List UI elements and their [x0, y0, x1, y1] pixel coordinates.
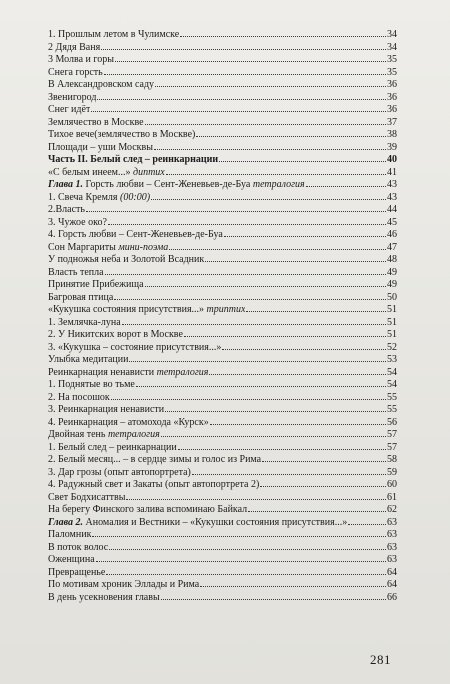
toc-entry-title	[48, 154, 218, 167]
toc-entry-title	[48, 367, 208, 380]
toc-entry-page: 52	[387, 341, 397, 353]
toc-dot-leader	[161, 436, 386, 437]
toc-entry	[48, 392, 397, 405]
toc-entry	[48, 517, 397, 530]
toc-dot-leader	[151, 199, 386, 200]
toc-entry-title	[48, 504, 247, 517]
toc-entry-text-segment: Глава 2.	[48, 516, 84, 528]
toc-entry-title	[48, 217, 107, 230]
toc-dot-leader	[129, 361, 386, 362]
toc-entry-text-segment: Багровая птица	[48, 291, 114, 303]
toc-entry-page: 53	[387, 354, 397, 365]
toc-entry	[48, 504, 397, 517]
toc-dot-leader	[224, 236, 386, 237]
toc-dot-leader	[248, 511, 386, 512]
toc-entry	[48, 429, 397, 442]
toc-entry-page: 61	[387, 491, 397, 503]
toc-entry-text-segment: По мотивам хроник Эллады и Рима	[48, 579, 200, 590]
toc-dot-leader	[126, 499, 386, 500]
toc-entry	[48, 179, 397, 192]
toc-entry-text-segment: 1. Белый след – реинкарнации	[48, 441, 177, 453]
toc-entry-title	[48, 242, 168, 255]
toc-entry-page: 57	[387, 441, 397, 453]
toc-entry-page: 37	[387, 116, 397, 128]
toc-entry-text-segment: Площади – уши Москвы	[48, 141, 153, 153]
toc-dot-leader	[200, 586, 386, 587]
toc-entry	[48, 554, 397, 567]
toc-entry-text-segment: Оженщина	[48, 554, 95, 565]
toc-entry-text-segment: 4. Реинкарнация – атомохода «Курск»	[48, 416, 209, 428]
toc-entry-page: 43	[387, 179, 397, 190]
toc-entry-title	[48, 592, 160, 605]
toc-entry-page: 64	[387, 579, 397, 590]
toc-entry	[48, 267, 397, 280]
toc-entry-text-segment: 2.Власть	[48, 204, 85, 215]
toc-entry-page: 54	[387, 379, 397, 390]
toc-entry	[48, 454, 397, 467]
toc-entry	[48, 442, 397, 455]
toc-entry-page: 44	[387, 204, 397, 215]
toc-entry-text-segment: 3. Дар грозы (опыт автопортрета)	[48, 466, 191, 478]
toc-entry-text-segment: Снег идёт	[48, 104, 91, 115]
toc-entry	[48, 317, 397, 330]
toc-entry-title	[48, 92, 96, 105]
toc-entry	[48, 542, 397, 555]
toc-dot-leader	[92, 536, 386, 537]
toc-entry-text-segment: Власть тепла	[48, 266, 104, 278]
toc-entry-text-segment: тетралогия	[107, 429, 160, 440]
toc-entry-title	[48, 304, 245, 317]
toc-dot-leader	[169, 249, 386, 250]
toc-entry-text-segment: (00:00)	[120, 191, 151, 203]
toc-entry-page: 58	[387, 454, 397, 465]
toc-entry-text-segment: Улыбка медитации	[48, 354, 129, 365]
toc-entry-title	[48, 529, 91, 542]
toc-dot-leader	[222, 349, 386, 350]
toc-dot-leader	[205, 261, 386, 262]
toc-entry	[48, 304, 397, 317]
toc-entry-text-segment: Часть II. Белый след – реинкарнации	[48, 154, 219, 165]
toc-dot-leader	[219, 161, 386, 162]
toc-entry-text-segment: В Александровском саду	[48, 79, 155, 90]
toc-entry-text-segment: Сон Маргариты	[48, 241, 119, 253]
toc-entry-text-segment: В поток волос	[48, 541, 109, 553]
toc-dot-leader	[166, 174, 386, 175]
toc-entry-text-segment: 1. Прошлым летом в Чулимске	[48, 29, 180, 40]
toc-entry-title	[48, 579, 199, 592]
toc-entry-text-segment: Свет Бодхисаттвы	[48, 491, 126, 503]
toc-entry-text-segment: 1. Свеча Кремля	[48, 191, 121, 203]
toc-entry-text-segment: 2 Дядя Ваня	[48, 41, 101, 53]
toc-entry-title	[48, 229, 223, 242]
toc-entry-page: 54	[387, 366, 397, 378]
toc-entry-title	[48, 467, 191, 480]
toc-entry-text-segment: 3. Чужое око?	[48, 216, 107, 228]
toc-entry-page: 47	[387, 241, 397, 253]
toc-entry-page: 51	[387, 316, 397, 328]
toc-entry-title	[48, 317, 121, 330]
toc-entry-text-segment: Землячество в Москве	[48, 116, 144, 128]
toc-dot-leader	[115, 61, 386, 62]
toc-entry-title	[48, 454, 261, 467]
toc-entry	[48, 279, 397, 292]
toc-entry	[48, 529, 397, 542]
toc-entry-title	[48, 29, 179, 42]
toc-entry-text-segment: Тихое вече(землячество в Москве)	[48, 129, 196, 140]
toc-dot-leader	[91, 111, 386, 112]
toc-entry-title	[48, 567, 105, 580]
toc-entry-text-segment: 1. Поднятые во тьме	[48, 379, 135, 390]
toc-entry-text-segment: «С белым инеем...»	[48, 166, 134, 178]
toc-entry-page: 46	[387, 229, 397, 240]
toc-entry	[48, 229, 397, 242]
toc-entry-title	[48, 254, 204, 267]
toc-entry	[48, 92, 397, 105]
toc-entry	[48, 117, 397, 130]
toc-entry-page: 50	[387, 291, 397, 303]
toc-entry-page: 55	[387, 391, 397, 403]
toc-entry-text-segment: На берегу Финского залива вспоминаю Байкал	[48, 504, 248, 515]
toc-dot-leader	[184, 336, 386, 337]
toc-entry-title	[48, 279, 144, 292]
toc-entry-text-segment: Горсть любви – Сент-Женевьев-де-Буа	[83, 179, 253, 190]
toc-dot-leader	[196, 136, 386, 137]
toc-dot-leader	[122, 324, 386, 325]
toc-entry-title	[48, 342, 221, 355]
toc-dot-leader	[154, 149, 386, 150]
toc-entry-text-segment: 4. Радужный свет и Закаты (опыт автопортрета 2)	[48, 479, 260, 490]
toc-entry	[48, 29, 397, 42]
toc-entry-title	[48, 117, 144, 130]
toc-entry-title	[48, 542, 108, 555]
toc-entry-text-segment: 3. «Кукушка – состояние присутствия...»	[48, 341, 222, 353]
toc-entry-title	[48, 442, 177, 455]
toc-entry-page: 64	[387, 566, 397, 578]
toc-entry-title	[48, 167, 165, 180]
toc-entry-page: 48	[387, 254, 397, 265]
toc-entry-text-segment: 2. Белый месяц... – в сердце зимы и голос из Рима	[48, 454, 262, 465]
toc-entry-title	[48, 554, 95, 567]
toc-entry-text-segment: Глава 1.	[48, 179, 84, 190]
toc-entry	[48, 192, 397, 205]
toc-entry-title	[48, 379, 135, 392]
toc-entry	[48, 492, 397, 505]
table-of-contents	[48, 29, 397, 604]
toc-entry-text-segment: Реинкарнация ненависти	[48, 366, 157, 378]
toc-entry-page: 36	[387, 79, 397, 90]
toc-entry-page: 36	[387, 91, 397, 103]
toc-entry-text-segment: триптих	[206, 304, 246, 315]
toc-entry-page: 60	[387, 479, 397, 490]
toc-entry-page: 63	[387, 541, 397, 553]
toc-entry-title	[48, 104, 90, 117]
toc-entry	[48, 254, 397, 267]
toc-entry-title	[48, 417, 209, 430]
toc-entry-title	[48, 479, 259, 492]
toc-entry-text-segment: 2. У Никитских ворот в Москве	[48, 329, 183, 340]
toc-entry-title	[48, 204, 85, 217]
toc-entry-page: 59	[387, 466, 397, 478]
toc-entry	[48, 242, 397, 255]
toc-entry-text-segment: мини-поэма	[118, 241, 169, 253]
toc-entry-page: 55	[387, 404, 397, 415]
toc-entry-text-segment: тетралогия	[156, 366, 209, 378]
toc-dot-leader	[111, 399, 386, 400]
page-number: 281	[370, 652, 391, 667]
toc-entry	[48, 342, 397, 355]
toc-entry	[48, 154, 397, 167]
toc-dot-leader	[145, 286, 386, 287]
toc-entry-page: 45	[387, 216, 397, 228]
toc-dot-leader	[260, 486, 386, 487]
toc-entry	[48, 167, 397, 180]
toc-entry	[48, 404, 397, 417]
toc-dot-leader	[348, 524, 386, 525]
toc-dot-leader	[136, 386, 386, 387]
toc-entry-title	[48, 404, 164, 417]
toc-entry	[48, 292, 397, 305]
toc-dot-leader	[106, 574, 386, 575]
toc-dot-leader	[104, 74, 386, 75]
toc-dot-leader	[97, 99, 386, 100]
toc-entry-title	[48, 67, 103, 80]
toc-entry-text-segment: В день усекновения главы	[48, 591, 160, 603]
toc-entry-page: 51	[387, 329, 397, 340]
toc-entry-page: 57	[387, 429, 397, 440]
toc-entry-page: 56	[387, 416, 397, 428]
toc-dot-leader	[262, 461, 386, 462]
toc-entry-page: 39	[387, 141, 397, 153]
toc-entry	[48, 204, 397, 217]
toc-entry	[48, 579, 397, 592]
toc-dot-leader	[246, 311, 386, 312]
toc-dot-leader	[161, 599, 386, 600]
toc-dot-leader	[210, 424, 386, 425]
toc-entry	[48, 379, 397, 392]
toc-dot-leader	[105, 274, 386, 275]
toc-entry-page: 66	[387, 591, 397, 603]
toc-entry	[48, 354, 397, 367]
toc-entry	[48, 42, 397, 55]
toc-entry-text-segment: Аномалия и Вестники – «Кукушки состояния присутствия...»	[83, 516, 348, 528]
toc-dot-leader	[86, 211, 386, 212]
toc-entry-title	[48, 267, 104, 280]
toc-dot-leader	[109, 549, 386, 550]
toc-dot-leader	[96, 561, 386, 562]
toc-dot-leader	[108, 224, 386, 225]
toc-entry	[48, 567, 397, 580]
toc-entry-title	[48, 392, 110, 405]
toc-entry-text-segment: Паломник	[48, 529, 92, 540]
toc-entry-text-segment: У подножья неба и Золотой Всадник	[48, 254, 205, 265]
toc-entry-page: 49	[387, 279, 397, 290]
toc-entry-title	[48, 354, 128, 367]
toc-entry-page: 34	[387, 41, 397, 53]
toc-entry-title	[48, 179, 305, 192]
toc-entry	[48, 104, 397, 117]
toc-entry-text-segment: Превращенье	[48, 566, 106, 578]
toc-entry-page: 63	[387, 529, 397, 540]
toc-dot-leader	[155, 86, 386, 87]
toc-entry-text-segment: 4. Горсть любви – Сент-Женевьев-де-Буа	[48, 229, 223, 240]
toc-dot-leader	[209, 374, 386, 375]
toc-entry-title	[48, 129, 195, 142]
toc-entry	[48, 479, 397, 492]
toc-entry-page: 35	[387, 66, 397, 78]
toc-entry-title	[48, 517, 347, 530]
toc-entry-page: 41	[387, 166, 397, 178]
toc-dot-leader	[178, 449, 386, 450]
toc-entry-text-segment: Принятие Прибежища	[48, 279, 144, 290]
toc-dot-leader	[165, 411, 386, 412]
toc-entry-text-segment: 1. Землячка-луна	[48, 316, 121, 328]
toc-entry-page: 63	[387, 516, 397, 528]
toc-entry	[48, 142, 397, 155]
toc-entry-text-segment: тетралогия	[252, 179, 305, 190]
toc-entry-title	[48, 42, 100, 55]
toc-entry-title	[48, 329, 183, 342]
toc-entry	[48, 592, 397, 605]
toc-dot-leader	[192, 474, 386, 475]
toc-entry	[48, 329, 397, 342]
toc-entry-page: 43	[387, 191, 397, 203]
toc-entry-text-segment: Снега горсть	[48, 66, 103, 78]
toc-dot-leader	[180, 36, 386, 37]
toc-entry-page: 63	[387, 554, 397, 565]
toc-entry	[48, 129, 397, 142]
toc-entry	[48, 79, 397, 92]
toc-entry-title	[48, 492, 125, 505]
toc-entry	[48, 467, 397, 480]
toc-entry	[48, 417, 397, 430]
toc-entry-text-segment: 3 Молва и горы	[48, 54, 114, 65]
toc-entry-text-segment: Двойная тень	[48, 429, 108, 440]
toc-entry-title	[48, 79, 154, 92]
toc-entry-page: 38	[387, 129, 397, 140]
toc-entry-page: 49	[387, 266, 397, 278]
toc-entry-text-segment: диптих	[133, 166, 165, 178]
toc-entry-text-segment: «Кукушка состояния присутствия...»	[48, 304, 207, 315]
toc-entry-page: 34	[387, 29, 397, 40]
toc-entry-title	[48, 292, 113, 305]
toc-entry-text-segment: Звенигород	[48, 91, 97, 103]
toc-entry-page: 62	[387, 504, 397, 515]
toc-entry-title	[48, 192, 150, 205]
toc-entry-text-segment: 2. На посошок	[48, 391, 110, 403]
toc-entry	[48, 54, 397, 67]
toc-entry	[48, 67, 397, 80]
toc-dot-leader	[114, 299, 386, 300]
toc-entry-title	[48, 429, 160, 442]
toc-entry	[48, 367, 397, 380]
toc-entry	[48, 217, 397, 230]
toc-entry-page: 35	[387, 54, 397, 65]
toc-dot-leader	[101, 49, 386, 50]
toc-entry-page: 40	[387, 154, 397, 165]
toc-entry-text-segment: 3. Реинкарнация ненависти	[48, 404, 165, 415]
toc-entry-page: 36	[387, 104, 397, 115]
toc-dot-leader	[306, 186, 386, 187]
toc-entry-title	[48, 54, 114, 67]
toc-entry-page: 51	[387, 304, 397, 315]
toc-entry-title	[48, 142, 153, 155]
toc-dot-leader	[145, 124, 386, 125]
